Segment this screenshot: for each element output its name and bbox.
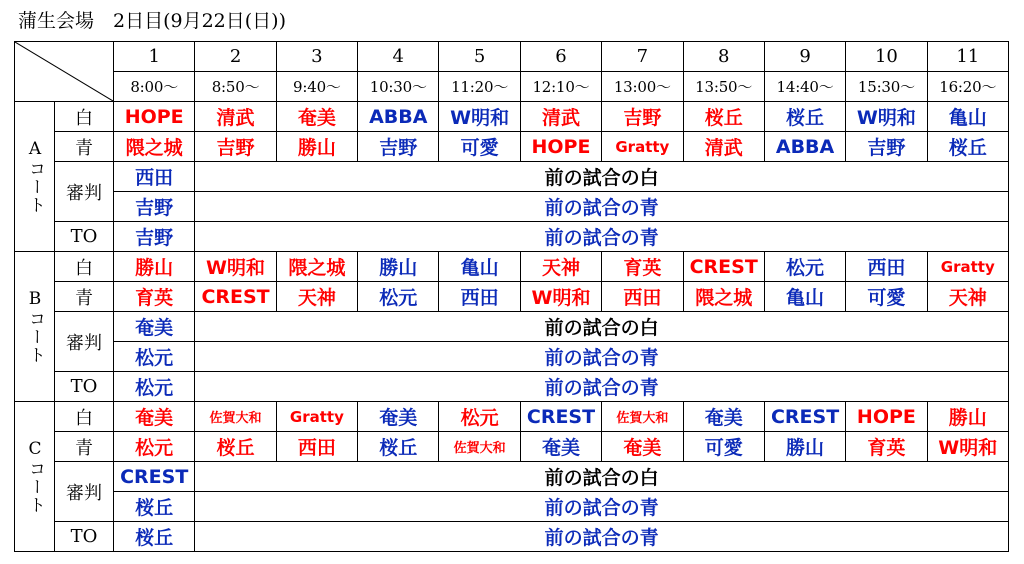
slot-number: 5 (439, 42, 520, 72)
corner-cell (15, 42, 114, 102)
referee-team-2: 桜丘 (114, 492, 195, 522)
team-cell: 勝山 (114, 252, 195, 282)
slot-time: 13:50〜 (683, 72, 764, 102)
role-referee: 審判 (55, 462, 114, 522)
referee-team-2: 吉野 (114, 192, 195, 222)
team-cell: CREST (764, 402, 845, 432)
team-cell: 西田 (276, 432, 357, 462)
referee-team: 奄美 (114, 312, 195, 342)
team-cell: 可愛 (439, 132, 520, 162)
court-blue-row (15, 432, 1009, 462)
team-cell: Gratty (276, 402, 357, 432)
court-referee-row-2 (15, 192, 1009, 222)
team-cell: 松元 (439, 402, 520, 432)
to-note: 前の試合の青 (195, 522, 1009, 552)
team-cell: 佐賀大和 (439, 432, 520, 462)
court-blue-row (15, 132, 1009, 162)
referee-team: 西田 (114, 162, 195, 192)
team-cell: 可愛 (846, 282, 927, 312)
to-team: 松元 (114, 372, 195, 402)
team-cell: HOPE (114, 102, 195, 132)
referee-note: 前の試合の白 (195, 162, 1009, 192)
slot-number: 4 (358, 42, 439, 72)
referee-note-2: 前の試合の青 (195, 492, 1009, 522)
team-cell: 亀山 (764, 282, 845, 312)
court-referee-row (15, 312, 1009, 342)
slot-number: 3 (276, 42, 357, 72)
slot-time: 13:00〜 (602, 72, 683, 102)
court-blue-row (15, 282, 1009, 312)
slot-time: 11:20〜 (439, 72, 520, 102)
team-cell: 奄美 (520, 432, 601, 462)
team-cell: 奄美 (683, 402, 764, 432)
team-cell: W明和 (846, 102, 927, 132)
role-white: 白 (55, 252, 114, 282)
team-cell: 桜丘 (927, 132, 1008, 162)
court-white-row (15, 252, 1009, 282)
court-label: Cコート (25, 439, 45, 514)
team-cell: 育英 (114, 282, 195, 312)
court-to-row (15, 522, 1009, 552)
slot-time: 8:00〜 (114, 72, 195, 102)
referee-note: 前の試合の白 (195, 312, 1009, 342)
team-cell: ABBA (358, 102, 439, 132)
court-referee-row-2 (15, 492, 1009, 522)
role-to: TO (55, 372, 114, 402)
team-cell: 清武 (195, 102, 276, 132)
team-cell: HOPE (846, 402, 927, 432)
team-cell: 天神 (520, 252, 601, 282)
team-cell: 育英 (846, 432, 927, 462)
slot-number: 10 (846, 42, 927, 72)
to-team: 桜丘 (114, 522, 195, 552)
team-cell: CREST (520, 402, 601, 432)
team-cell: 桜丘 (764, 102, 845, 132)
slot-number: 9 (764, 42, 845, 72)
court-label-cell (15, 102, 55, 252)
team-cell: 吉野 (358, 132, 439, 162)
team-cell: 隈之城 (276, 252, 357, 282)
schedule-table (14, 41, 1009, 552)
court-referee-row (15, 162, 1009, 192)
slot-number: 2 (195, 42, 276, 72)
role-white: 白 (55, 102, 114, 132)
slot-time: 16:20〜 (927, 72, 1008, 102)
slot-number: 8 (683, 42, 764, 72)
team-cell: 吉野 (846, 132, 927, 162)
team-cell: 勝山 (276, 132, 357, 162)
court-label: Bコート (25, 289, 45, 364)
to-team: 吉野 (114, 222, 195, 252)
team-cell: 勝山 (358, 252, 439, 282)
team-cell: 奄美 (114, 402, 195, 432)
role-blue: 青 (55, 282, 114, 312)
referee-note-2: 前の試合の青 (195, 192, 1009, 222)
team-cell: 桜丘 (358, 432, 439, 462)
to-note: 前の試合の青 (195, 222, 1009, 252)
slot-number: 11 (927, 42, 1008, 72)
referee-note: 前の試合の白 (195, 462, 1009, 492)
court-white-row (15, 102, 1009, 132)
team-cell: 桜丘 (195, 432, 276, 462)
to-note: 前の試合の青 (195, 372, 1009, 402)
team-cell: 佐賀大和 (602, 402, 683, 432)
team-cell: 吉野 (195, 132, 276, 162)
team-cell: 西田 (602, 282, 683, 312)
referee-team: CREST (114, 462, 195, 492)
slot-time: 12:10〜 (520, 72, 601, 102)
team-cell: 勝山 (764, 432, 845, 462)
team-cell: 天神 (927, 282, 1008, 312)
slot-time: 10:30〜 (358, 72, 439, 102)
team-cell: 西田 (439, 282, 520, 312)
role-referee: 審判 (55, 162, 114, 222)
court-label-cell (15, 402, 55, 552)
team-cell: 奄美 (602, 432, 683, 462)
team-cell: 隈之城 (683, 282, 764, 312)
team-cell: Gratty (602, 132, 683, 162)
team-cell: 佐賀大和 (195, 402, 276, 432)
court-to-row (15, 372, 1009, 402)
team-cell: 松元 (114, 432, 195, 462)
team-cell: 桜丘 (683, 102, 764, 132)
slot-time: 8:50〜 (195, 72, 276, 102)
role-blue: 青 (55, 132, 114, 162)
team-cell: W明和 (439, 102, 520, 132)
team-cell: 奄美 (358, 402, 439, 432)
corner-diagonal (15, 42, 113, 101)
team-cell: ABBA (764, 132, 845, 162)
team-cell: 奄美 (276, 102, 357, 132)
court-white-row (15, 402, 1009, 432)
referee-team-2: 松元 (114, 342, 195, 372)
team-cell: 吉野 (602, 102, 683, 132)
team-cell: HOPE (520, 132, 601, 162)
team-cell: 隈之城 (114, 132, 195, 162)
slot-time: 14:40〜 (764, 72, 845, 102)
slot-number: 6 (520, 42, 601, 72)
team-cell: W明和 (927, 432, 1008, 462)
team-cell: 松元 (764, 252, 845, 282)
team-cell: 可愛 (683, 432, 764, 462)
role-blue: 青 (55, 432, 114, 462)
team-cell: 天神 (276, 282, 357, 312)
slot-time: 9:40〜 (276, 72, 357, 102)
page-title: 蒲生会場 2日目(9月22日(日)) (18, 10, 287, 32)
team-cell: CREST (683, 252, 764, 282)
role-to: TO (55, 522, 114, 552)
court-label: Aコート (25, 139, 45, 214)
slot-number: 1 (114, 42, 195, 72)
header-time-row (15, 72, 1009, 102)
court-referee-row-2 (15, 342, 1009, 372)
team-cell: 西田 (846, 252, 927, 282)
court-to-row (15, 222, 1009, 252)
team-cell: 清武 (683, 132, 764, 162)
slot-time: 15:30〜 (846, 72, 927, 102)
team-cell: 勝山 (927, 402, 1008, 432)
team-cell: 松元 (358, 282, 439, 312)
team-cell: Gratty (927, 252, 1008, 282)
team-cell: W明和 (195, 252, 276, 282)
header-number-row (15, 42, 1009, 72)
team-cell: W明和 (520, 282, 601, 312)
team-cell: 育英 (602, 252, 683, 282)
team-cell: 清武 (520, 102, 601, 132)
role-referee: 審判 (55, 312, 114, 372)
team-cell: CREST (195, 282, 276, 312)
court-label-cell (15, 252, 55, 402)
role-white: 白 (55, 402, 114, 432)
slot-number: 7 (602, 42, 683, 72)
referee-note-2: 前の試合の青 (195, 342, 1009, 372)
team-cell: 亀山 (927, 102, 1008, 132)
role-to: TO (55, 222, 114, 252)
court-referee-row (15, 462, 1009, 492)
team-cell: 亀山 (439, 252, 520, 282)
